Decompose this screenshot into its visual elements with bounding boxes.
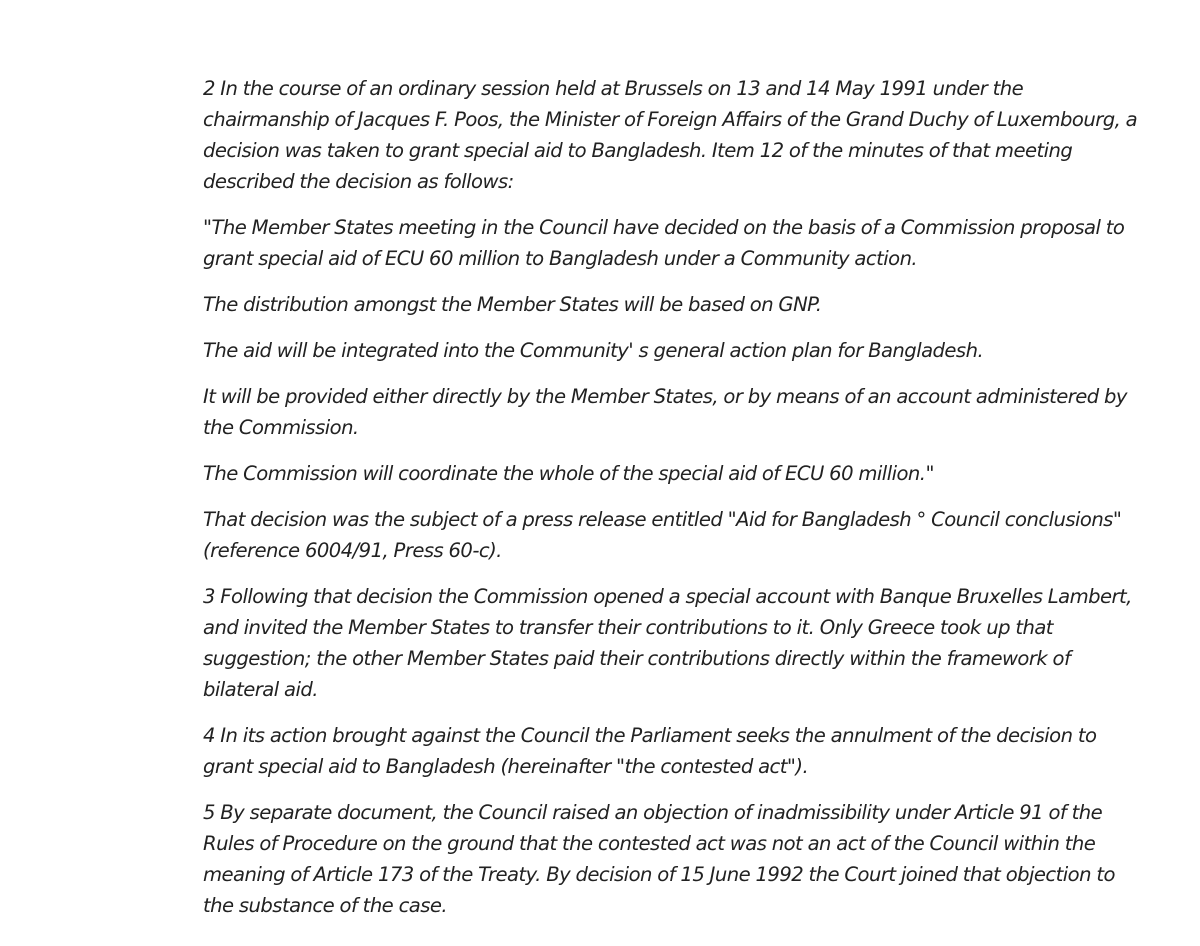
document-body — [203, 73, 1148, 936]
paragraph-2: 2 In the course of an ordinary session held at Brussels on 13 and 14 May 1991 under the chairmanship of Jacques F. Poos, the Minister of Foreign Affairs of the Grand Duchy of Luxembourg, a decision was taken to grant special aid to Bangladesh. Item 12 of the minutes of that meeting described the decision as follows: — [203, 77, 1138, 193]
paragraph-5: 5 By separate document, the Council raised an objection of inadmissibility under Article 91 of the Rules of Procedure on the ground that the contested act was not an act of the Council within the meaning of Article 173 of the Treaty. By decision of 15 June 1992 the Court joined that objection to the substance of the case. — [203, 801, 1115, 917]
quote-paragraph-decision: "The Member States meeting in the Council have decided on the basis of a Commission proposal to grant special aid of ECU 60 million to Bangladesh under a Community action. — [203, 216, 1125, 270]
quote-paragraph-distribution: The distribution amongst the Member States will be based on GNP. — [203, 293, 822, 316]
paragraph-4: 4 In its action brought against the Council the Parliament seeks the annulment of the decision to grant special aid to Bangladesh (hereinafter "the contested act"). — [203, 724, 1097, 778]
quote-paragraph-provision: It will be provided either directly by the Member States, or by means of an account administered by the Commission. — [203, 385, 1127, 439]
quote-paragraph-integration: The aid will be integrated into the Community' s general action plan for Bangladesh. — [203, 339, 984, 362]
paragraph-press-release: That decision was the subject of a press release entitled "Aid for Bangladesh ° Council conclusions" (reference 6004/91, Press 60-c). — [203, 508, 1122, 562]
paragraph-3: 3 Following that decision the Commission opened a special account with Banque Bruxelles Lambert, and invited the Member States to transfer their contributions to it. Only Greece took up that suggestion; the other Member States paid their contributions directly within the framework of bilateral aid. — [203, 585, 1132, 701]
quote-paragraph-coordination: The Commission will coordinate the whole of the special aid of ECU 60 million." — [203, 462, 934, 485]
